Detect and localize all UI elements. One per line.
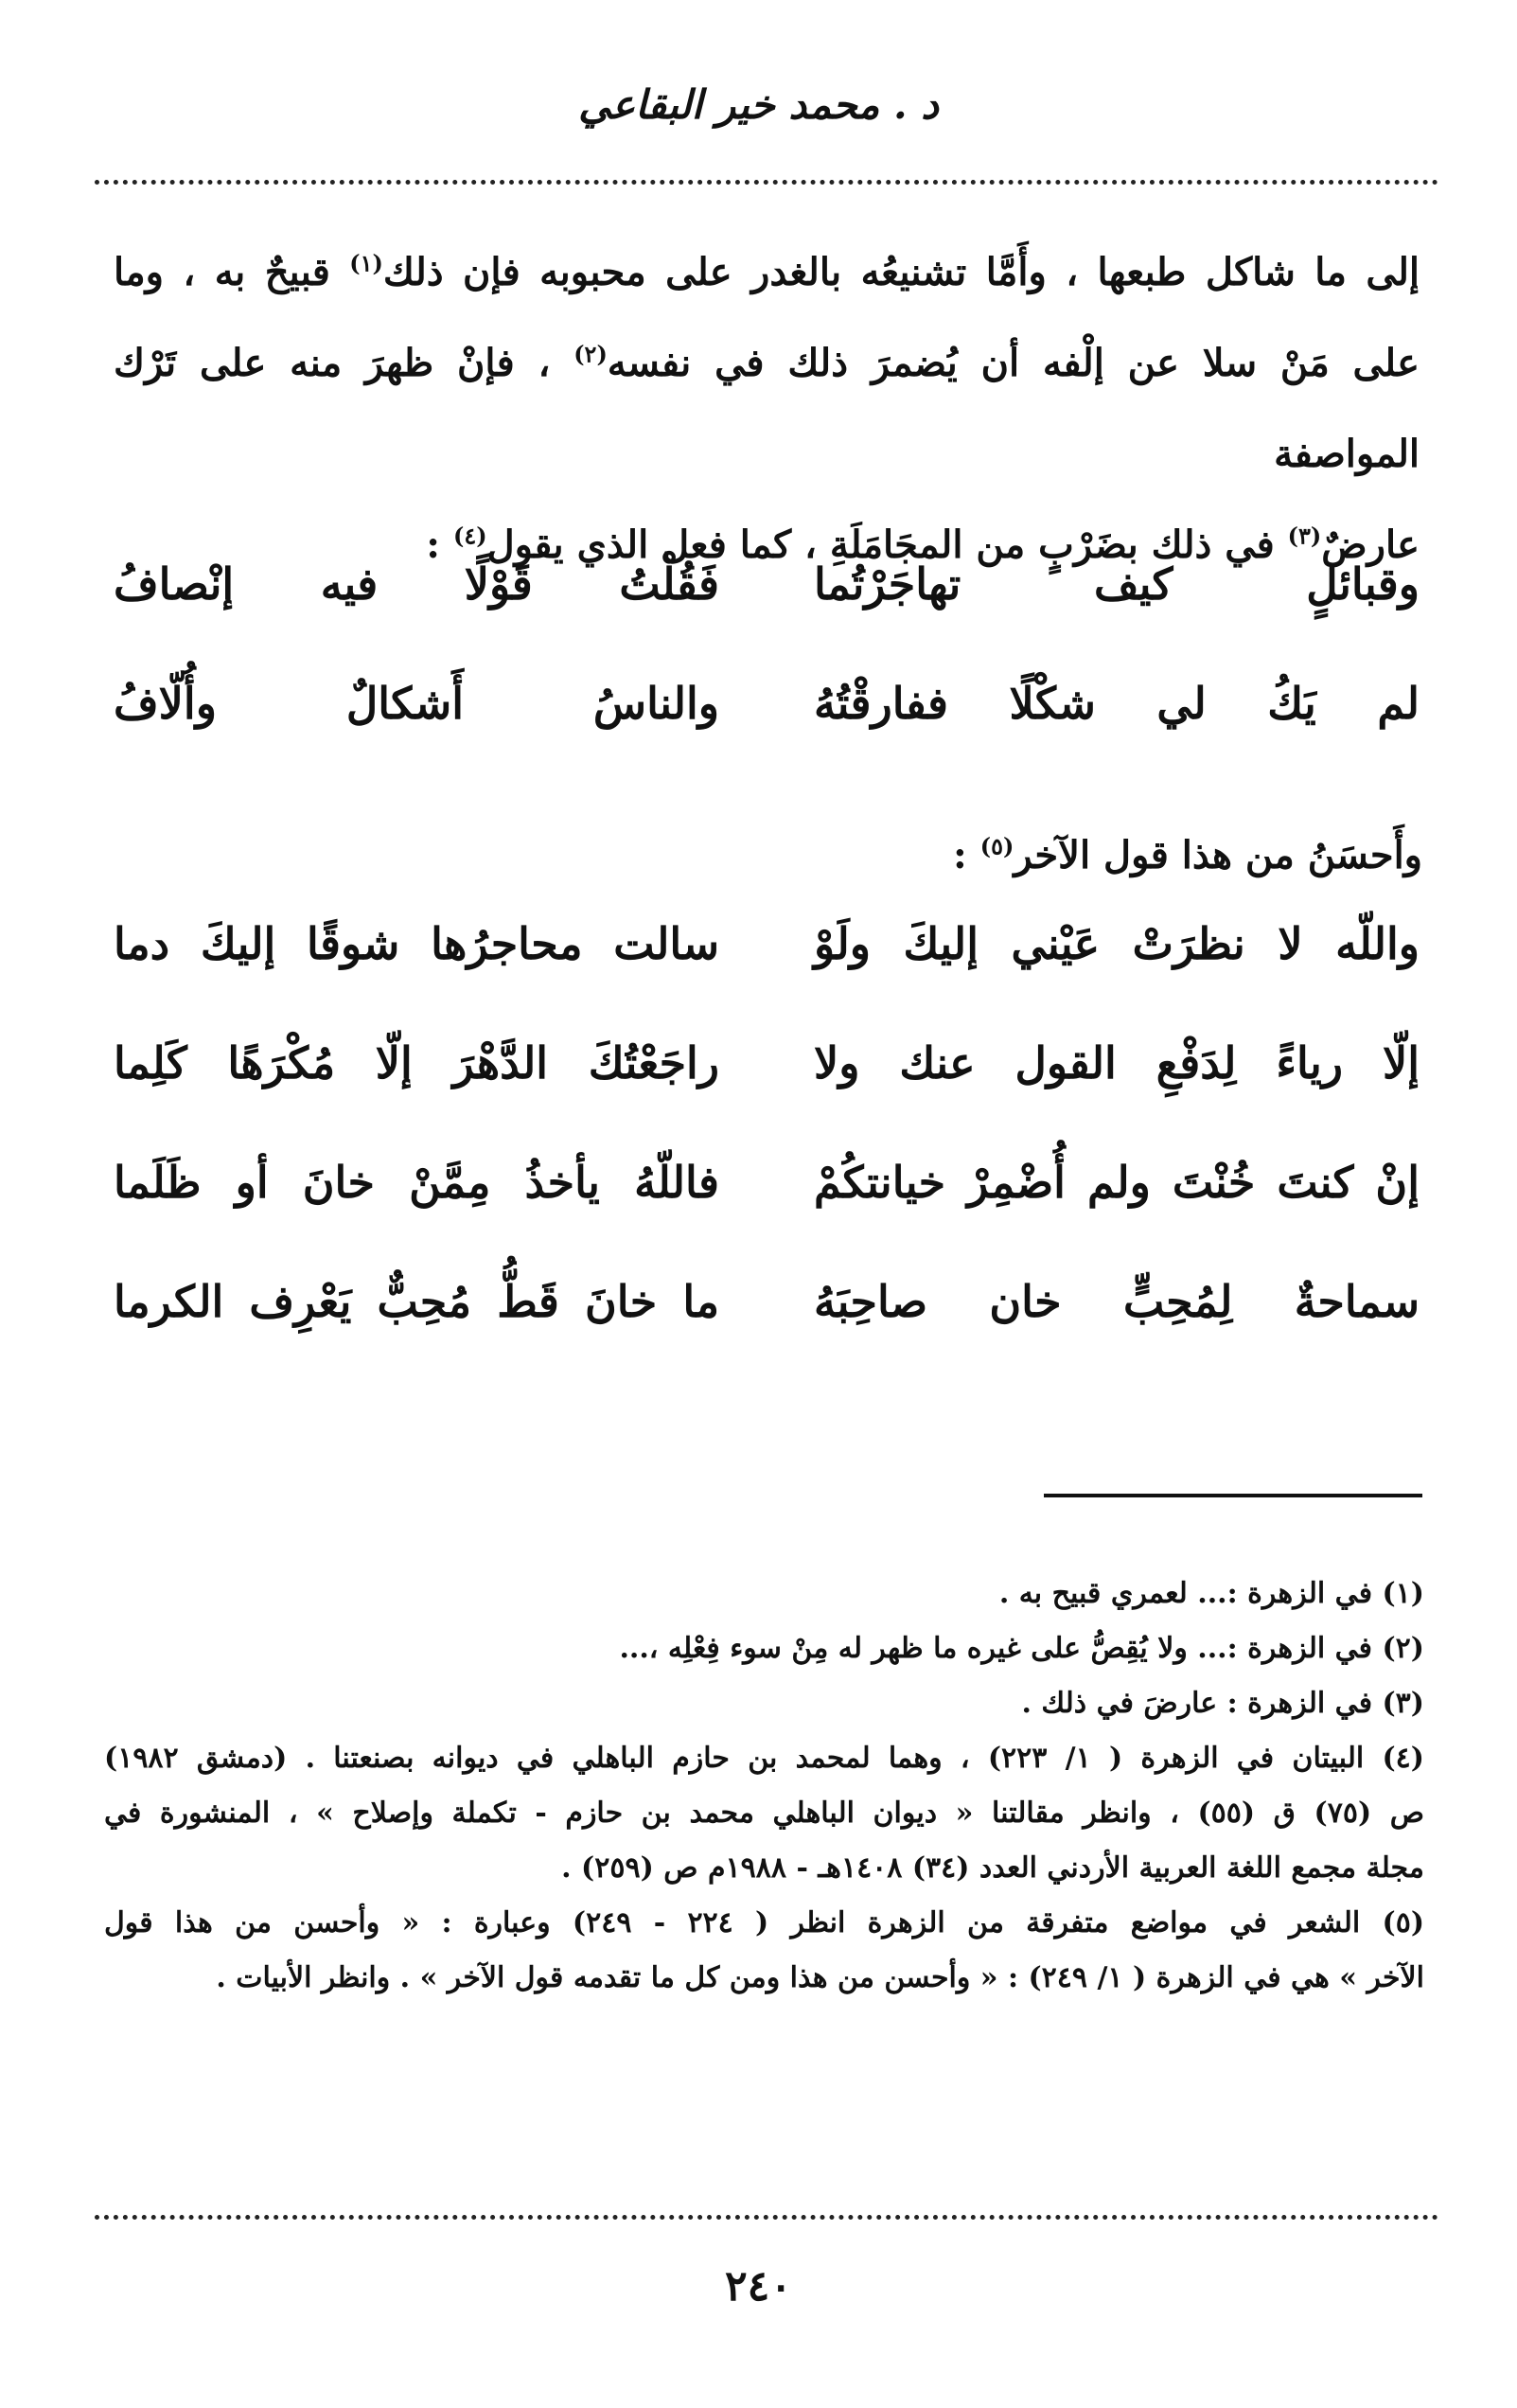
- header-divider: [95, 180, 1438, 185]
- verse: [114, 1276, 1420, 1395]
- verse-second-hemistich: ما خانَ قَطُّ مُحِبٌّ يَعْرِف الكرما: [114, 1276, 719, 1327]
- footnote-ref-1: (١): [349, 249, 383, 277]
- verse-second-hemistich: راجَعْتُكَ الدَّهْرَ إلّا مُكْرَهًا كَلِما: [114, 1037, 719, 1089]
- footnote-2: (٢) في الزهرة :... ولا يُقِصُّ على غيره ما ظهر له مِنْ سوء فِعْلِه ،...: [619, 1632, 1424, 1665]
- verse-first-hemistich: إلّا رياءً لِدَفْعِ القول عنك ولا: [814, 1037, 1420, 1089]
- verse: [114, 1037, 1420, 1157]
- footer-divider: [95, 2215, 1438, 2220]
- footnote-5-line-2: الآخر » هي في الزهرة ( ١/ ٢٤٩) : « وأحسن من هذا ومن كل ما تقدمه قول الآخر » . وانظر الأبيات .: [216, 1961, 1424, 1994]
- verse-first-hemistich: لم يَكُ لي شكْلًا ففارقْتُهُ: [814, 678, 1420, 729]
- footnote-4-line-1: (٤) البيتان في الزهرة ( ١/ ٢٢٣) ، وهما لمحمد بن حازم الباهلي في ديوانه بصنعتنا . (دمشق ١٩٨٢): [104, 1742, 1424, 1775]
- footnote-3: (٣) في الزهرة : عارضَ في ذلك .: [1021, 1687, 1424, 1720]
- verse-second-hemistich: فاللّهُ يأخذُ مِمَّنْ خانَ أو ظَلَما: [114, 1157, 719, 1208]
- footnote-4-line-3: مجلة مجمع اللغة العربية الأردني العدد (٣٤) ١٤٠٨هـ - ١٩٨٨م ص (٢٥٩) .: [561, 1851, 1424, 1885]
- footnote-ref-3: (٣): [1287, 522, 1322, 550]
- running-head: د . محمد خير البقاعي: [578, 81, 939, 128]
- verse: [114, 558, 1420, 678]
- footnote-4-line-2: ص (٧٥) ق (٥٥) ، وانظر مقالتنا « ديوان الباهلي محمد بن حازم - تكملة وإصلاح » ، المنشورة في: [104, 1797, 1424, 1830]
- verse-first-hemistich: سماحةٌ لِمُحِبٍّ خان صاحِبَهُ: [814, 1276, 1420, 1327]
- verse: [114, 918, 1420, 1037]
- footnotes: [104, 1567, 1424, 2006]
- footnote-1: (١) في الزهرة :... لعمري قبيح به .: [998, 1577, 1424, 1610]
- verse: [114, 678, 1420, 797]
- verse-second-hemistich: فَقُلْتُ قَوْلًا فيه إنْصافُ: [114, 558, 719, 610]
- footnote-separator: [1044, 1494, 1422, 1497]
- body-line-3: عارضٌ$^{(٣)}$ في ذلك بضَرْبٍ من المجَامَلَةِ ، كما فعل الذي يقول$^{(٤)}$ :: [426, 522, 1420, 567]
- footnote-5-line-1: (٥) الشعر في مواضع متفرقة من الزهرة انظر ( ٢٢٤ - ٢٤٩) وعبارة : « وأحسن من هذا قول: [104, 1906, 1425, 1939]
- footnote-ref-5: (٥): [979, 832, 1014, 860]
- poem-2: [114, 918, 1420, 1395]
- footnote-ref-2: (٢): [573, 340, 608, 368]
- verse-first-hemistich: واللّه لا نظرَتْ عَيْني إليكَ ولَوْ: [814, 918, 1420, 969]
- body-paragraph: [114, 227, 1420, 591]
- verse-second-hemistich: والناسُ أَشكالٌ وأُلّافُ: [114, 678, 719, 729]
- poem-2-intro: وأَحسَنُ من هذا قول الآخر$^{(٥)}$ :: [953, 832, 1422, 877]
- verse-first-hemistich: وقبائلٍ كيف تهاجَرْتُما: [814, 558, 1420, 610]
- verse-second-hemistich: سالت محاجرُها شوقًا إليكَ دما: [114, 918, 719, 969]
- page-number: ٢٤٠: [725, 2262, 792, 2311]
- verse: [114, 1157, 1420, 1276]
- body-line-1: إلى ما شاكل طبعها ، وأَمَّا تشنيعُه بالغدر على محبوبه فإن ذلك$^{(١)}$ قبيحٌ به ، وما: [114, 249, 1420, 294]
- verse-first-hemistich: إنْ كنتَ خُنْتَ ولم أُضْمِرْ خيانتكُمْ: [814, 1157, 1420, 1208]
- footnote-ref-4: (٤): [452, 522, 487, 550]
- body-line-2: على مَنْ سلا عن إلْفه أن يُضمرَ ذلك في نفسه$^{(٢)}$ ، فإنْ ظهرَ منه على تَرْك المواصفة: [114, 340, 1420, 476]
- poem-1: [114, 558, 1420, 797]
